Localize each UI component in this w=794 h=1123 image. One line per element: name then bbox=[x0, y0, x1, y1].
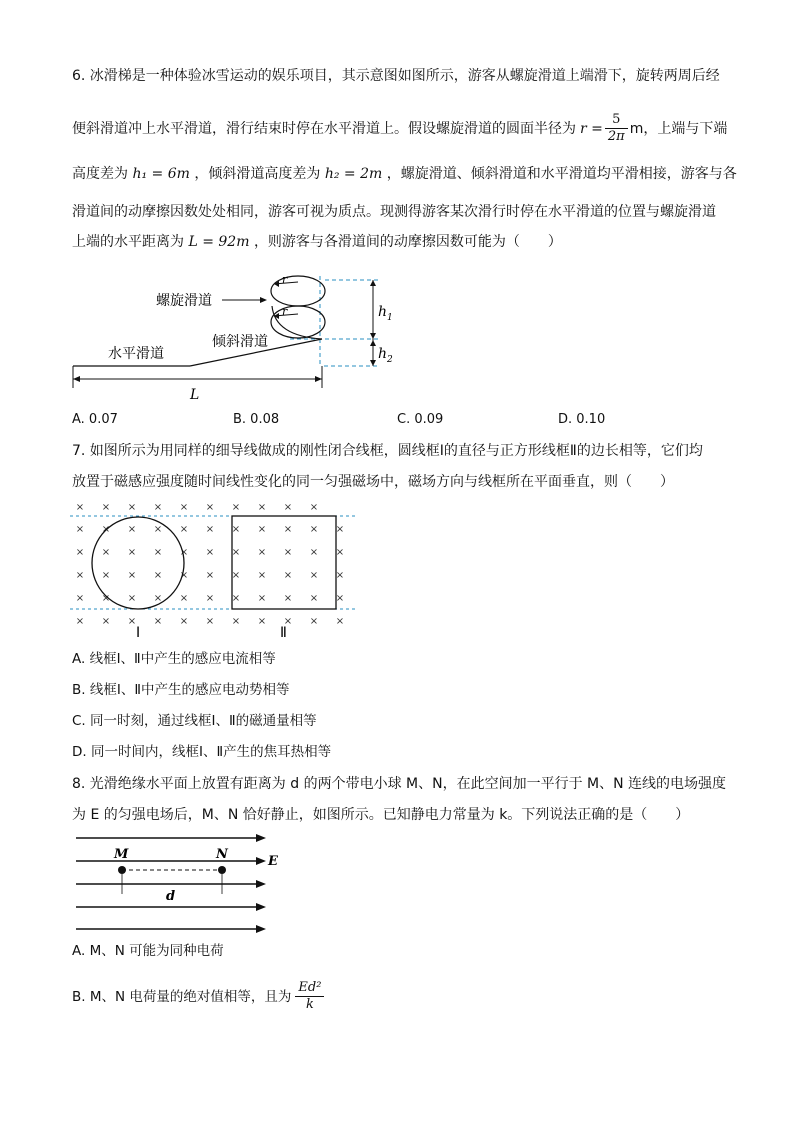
field-mark: × bbox=[283, 616, 293, 627]
h2-arrowhead-top bbox=[370, 340, 376, 346]
h2-arrowhead-bottom bbox=[370, 360, 376, 366]
field-mark: × bbox=[101, 570, 111, 581]
spiral-pointer-head bbox=[260, 297, 267, 303]
horizontal-slide-label: 水平滑道 bbox=[108, 346, 164, 362]
radius-fraction bbox=[605, 112, 628, 145]
q6-line-5-text: 上端的水平距离为 bbox=[72, 234, 184, 250]
field-arrow-1 bbox=[256, 834, 266, 842]
L-arrowhead-right bbox=[315, 376, 322, 382]
q6-line-4: 滑道间的动摩擦因数处处相同，游客可视为质点。现测得游客某次滑行时停在水平滑道的位置与螺旋滑道 bbox=[72, 204, 716, 220]
field-mark: × bbox=[127, 524, 137, 535]
label-II: Ⅱ bbox=[280, 625, 287, 641]
q6-line-3-text: 高度差为 bbox=[72, 166, 128, 182]
h2-expression: h₂ = 2m bbox=[324, 166, 383, 182]
label-M: M bbox=[114, 847, 129, 862]
q6-line-5-tail: ，则游客与各滑道间的动摩擦因数可能为（ ） bbox=[253, 234, 562, 250]
field-mark: × bbox=[283, 524, 293, 535]
ice-slide-diagram bbox=[60, 262, 410, 412]
q8-option-b-denominator: k bbox=[305, 997, 314, 1012]
field-mark: × bbox=[179, 547, 189, 558]
q6-line-3 bbox=[72, 164, 737, 184]
q8-option-a: A. M、N 可能为同种电荷 bbox=[72, 943, 224, 959]
spiral-loop-upper bbox=[271, 276, 325, 306]
field-arrow-4 bbox=[256, 903, 266, 911]
field-mark: × bbox=[309, 570, 319, 581]
q8-line-1: 8. 光滑绝缘水平面上放置有距离为 d 的两个带电小球 M、N，在此空间加一平行于 M、N 连线的电场强度 bbox=[72, 776, 727, 792]
field-mark: × bbox=[179, 524, 189, 535]
field-mark: × bbox=[153, 547, 163, 558]
field-mark: × bbox=[179, 593, 189, 604]
field-mark: × bbox=[309, 502, 319, 513]
field-mark: × bbox=[75, 616, 85, 627]
field-arrow-5 bbox=[256, 925, 266, 933]
field-mark: × bbox=[205, 616, 215, 627]
q6-option-b: B. 0.08 bbox=[233, 412, 280, 427]
field-mark: × bbox=[231, 502, 241, 513]
field-mark: × bbox=[153, 524, 163, 535]
field-mark: × bbox=[231, 547, 241, 558]
ball-M bbox=[118, 866, 126, 874]
circular-loop-I bbox=[92, 517, 184, 609]
q6-line-2 bbox=[72, 112, 727, 145]
q7-option-d: D. 同一时间内，线框Ⅰ、Ⅱ产生的焦耳热相等 bbox=[72, 744, 332, 760]
field-mark: × bbox=[231, 593, 241, 604]
field-mark: × bbox=[309, 593, 319, 604]
field-mark: × bbox=[153, 502, 163, 513]
field-mark: × bbox=[309, 547, 319, 558]
field-mark: × bbox=[179, 502, 189, 513]
field-mark: × bbox=[205, 502, 215, 513]
q6-line-3-mid: ，倾斜滑道高度差为 bbox=[194, 166, 321, 182]
q7-option-b: B. 线框Ⅰ、Ⅱ中产生的感应电动势相等 bbox=[72, 682, 290, 698]
radius-label-lower: r bbox=[282, 305, 288, 318]
q8-line-2: 为 E 的匀强电场后，M、N 恰好静止，如图所示。已知静电力常量为 k。下列说法正确的是（ ） bbox=[72, 807, 690, 823]
q7-option-c: C. 同一时刻，通过线框Ⅰ、Ⅱ的磁通量相等 bbox=[72, 713, 317, 729]
L-expression: L = 92m bbox=[188, 234, 250, 250]
q6-option-d: D. 0.10 bbox=[558, 412, 606, 427]
field-mark: × bbox=[179, 616, 189, 627]
field-mark: × bbox=[231, 524, 241, 535]
field-mark: × bbox=[75, 547, 85, 558]
q6-line-2-text: 便斜滑道冲上水平滑道，滑行结束时停在水平滑道上。假设螺旋滑道的圆面半径为 bbox=[72, 120, 576, 137]
q6-option-c: C. 0.09 bbox=[397, 412, 444, 427]
magnetic-field-diagram bbox=[70, 494, 360, 644]
h1-arrowhead-top bbox=[370, 280, 376, 286]
field-mark: × bbox=[75, 502, 85, 513]
field-arrow-2 bbox=[256, 857, 266, 865]
q8-option-b bbox=[72, 980, 326, 1013]
q6-line-1: 6. 冰滑梯是一种体验冰雪运动的娱乐项目，其示意图如图所示，游客从螺旋滑道上端滑下，旋转两周后经 bbox=[72, 68, 720, 84]
field-mark: × bbox=[101, 616, 111, 627]
radius-label-upper: r bbox=[282, 273, 288, 286]
field-mark: × bbox=[335, 616, 345, 627]
q6-option-a: A. 0.07 bbox=[72, 412, 118, 427]
field-mark: × bbox=[335, 570, 345, 581]
field-mark: × bbox=[153, 570, 163, 581]
h1-label: $h_1$ bbox=[378, 304, 393, 323]
q8-option-b-text: B. M、N 电荷量的绝对值相等，且为 bbox=[72, 988, 292, 1005]
label-E: E bbox=[268, 854, 278, 869]
q6-line-3-tail: ，螺旋滑道、倾斜滑道和水平滑道均平滑相接，游客与各 bbox=[386, 166, 737, 182]
field-mark: × bbox=[205, 547, 215, 558]
field-mark: × bbox=[127, 616, 137, 627]
field-mark: × bbox=[101, 524, 111, 535]
label-d: d bbox=[166, 889, 176, 904]
field-mark: × bbox=[127, 547, 137, 558]
field-mark: × bbox=[283, 547, 293, 558]
field-mark: × bbox=[179, 570, 189, 581]
radius-expression: r = bbox=[580, 120, 603, 137]
radius-unit: m bbox=[629, 120, 644, 137]
field-marks bbox=[76, 502, 344, 627]
field-mark: × bbox=[283, 593, 293, 604]
electric-field-diagram bbox=[70, 828, 290, 938]
spiral-slide-label: 螺旋滑道 bbox=[156, 293, 212, 309]
L-arrowhead-left bbox=[73, 376, 80, 382]
field-mark: × bbox=[101, 547, 111, 558]
incline-slide-label: 倾斜滑道 bbox=[212, 334, 268, 350]
field-mark: × bbox=[257, 570, 267, 581]
field-mark: × bbox=[257, 616, 267, 627]
q7-line-2: 放置于磁感应强度随时间线性变化的同一匀强磁场中，磁场方向与线框所在平面垂直，则（ ） bbox=[72, 474, 674, 490]
label-I: Ⅰ bbox=[136, 625, 141, 641]
field-mark: × bbox=[153, 616, 163, 627]
q6-line-2-tail: ，上端与下端 bbox=[643, 120, 728, 137]
field-mark: × bbox=[75, 570, 85, 581]
field-mark: × bbox=[101, 593, 111, 604]
field-mark: × bbox=[205, 570, 215, 581]
field-arrow-3 bbox=[256, 880, 266, 888]
field-mark: × bbox=[75, 524, 85, 535]
field-mark: × bbox=[257, 524, 267, 535]
ball-N bbox=[218, 866, 226, 874]
h1-expression: h₁ = 6m bbox=[132, 166, 190, 182]
h2-label: $h_2$ bbox=[378, 346, 393, 365]
spiral-loop-lower bbox=[271, 306, 325, 338]
q7-option-a: A. 线框Ⅰ、Ⅱ中产生的感应电流相等 bbox=[72, 651, 276, 667]
radius-denominator: 2π bbox=[607, 129, 625, 144]
field-mark: × bbox=[335, 547, 345, 558]
field-mark: × bbox=[101, 502, 111, 513]
field-mark: × bbox=[127, 593, 137, 604]
field-mark: × bbox=[283, 570, 293, 581]
field-mark: × bbox=[335, 593, 345, 604]
field-mark: × bbox=[231, 616, 241, 627]
field-mark: × bbox=[127, 502, 137, 513]
field-mark: × bbox=[205, 524, 215, 535]
field-mark: × bbox=[309, 616, 319, 627]
field-mark: × bbox=[257, 502, 267, 513]
q8-option-b-fraction bbox=[295, 980, 324, 1013]
field-mark: × bbox=[257, 547, 267, 558]
field-mark: × bbox=[75, 593, 85, 604]
field-mark: × bbox=[127, 570, 137, 581]
L-label: L bbox=[190, 387, 200, 403]
q7-line-1: 7. 如图所示为用同样的细导线做成的刚性闭合线框，圆线框Ⅰ的直径与正方形线框Ⅱ的边长相等，它们均 bbox=[72, 443, 703, 459]
q6-line-5 bbox=[72, 232, 562, 252]
q8-option-b-numerator: Ed² bbox=[295, 980, 324, 997]
field-mark: × bbox=[335, 524, 345, 535]
field-mark: × bbox=[257, 593, 267, 604]
field-mark: × bbox=[309, 524, 319, 535]
field-mark: × bbox=[153, 593, 163, 604]
h1-arrowhead-bottom bbox=[370, 333, 376, 339]
field-mark: × bbox=[231, 570, 241, 581]
field-mark: × bbox=[205, 593, 215, 604]
label-N: N bbox=[216, 847, 228, 862]
field-mark: × bbox=[283, 502, 293, 513]
radius-numerator: 5 bbox=[605, 112, 628, 129]
